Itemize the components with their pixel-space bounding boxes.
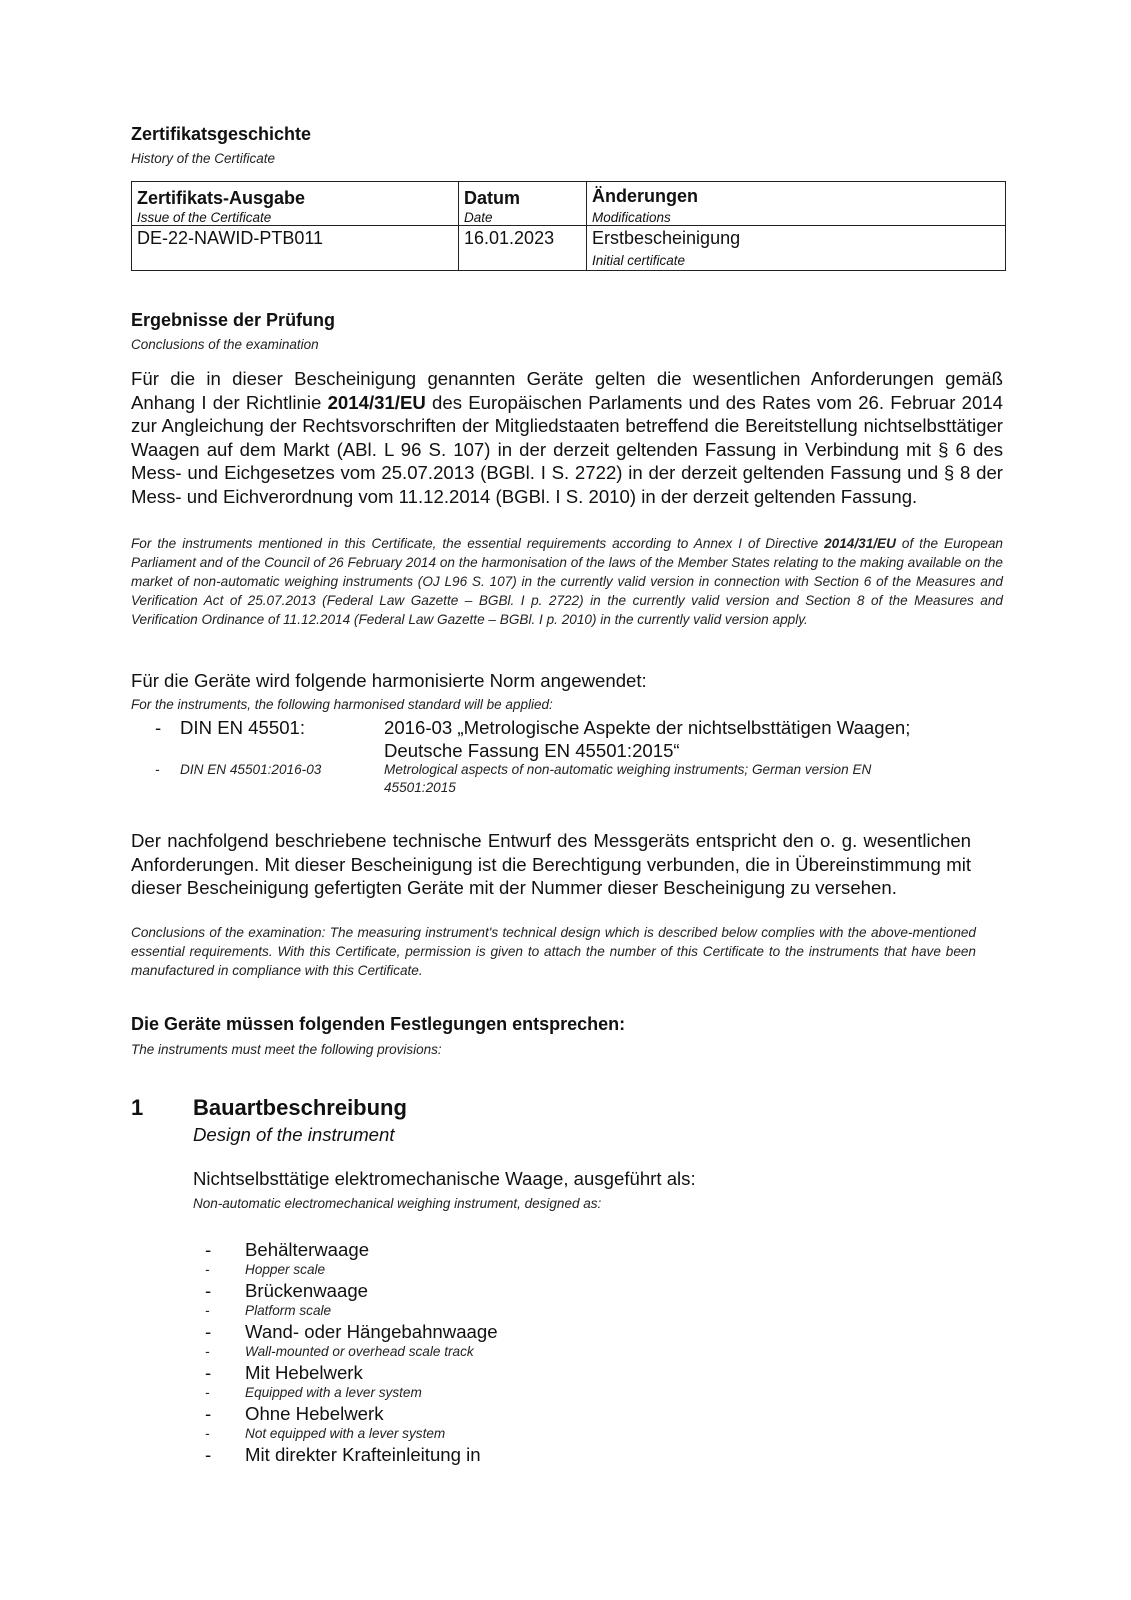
cell-date: 16.01.2023 — [464, 228, 555, 248]
list-item-label: Brückenwaage — [245, 1280, 369, 1301]
history-subtitle: History of the Certificate — [131, 151, 276, 166]
design-compliance-en: Conclusions of the examination: The measuring instrument's technical design which is described below complies with the above-mentioned essential requirements. With this Certificate, permission is given to attach the number of this Certificate to the instruments that have been manufactured in compliance with this Certificate. — [131, 925, 976, 978]
cell-modification-en: Initial certificate — [592, 253, 686, 268]
results-paragraph-de — [131, 367, 1003, 509]
header-modifications: Änderungen — [592, 186, 698, 206]
results-subtitle: Conclusions of the examination — [131, 337, 319, 352]
header-date-en: Date — [464, 210, 493, 225]
std-en-line2: 45501:2015 — [384, 780, 456, 795]
list-dash: - — [205, 1362, 212, 1383]
cell-modification: Erstbescheinigung — [592, 228, 741, 248]
list-item-label: Behälterwaage — [245, 1239, 370, 1260]
history-title: Zertifikatsgeschichte — [131, 124, 312, 144]
section-subtitle: Design of the instrument — [193, 1124, 395, 1145]
header-date: Datum — [464, 188, 521, 208]
results-title: Ergebnisse der Prüfung — [131, 310, 336, 330]
list-item-label: Mit direkter Krafteinleitung in — [245, 1444, 481, 1465]
std-en-line1: Metrological aspects of non-automatic weighing instruments; German version EN — [384, 762, 872, 777]
provisions-subtitle: The instruments must meet the following provisions: — [131, 1042, 442, 1057]
std-title-line1: 2016-03 „Metrologische Aspekte der nichtselbsttätigen Waagen; — [384, 717, 911, 738]
list-dash: - — [205, 1426, 210, 1441]
provisions-title: Die Geräte müssen folgenden Festlegungen entsprechen: — [131, 1014, 626, 1034]
norm-heading-en: For the instruments, the following harmonised standard will be applied: — [131, 697, 553, 712]
history-table — [131, 181, 1006, 271]
results-paragraph-en-part2: of the European Parliament and of the Council of 26 February 2014 on the harmonisation of the laws of the Member States relating to the making available on the market of non-automatic weighing instruments (OJ L96 S. 107) in the currently valid version in connection with Section 6 of the Measures and Verification Act of 25.07.2013 (Federal Law Gazette – BGBl. I p. 2722) in the currently valid version and Section 8 of the Measures and Verification Ordinance of 11.12.2014 (Federal Law Gazette – BGBl. I p. 2010) in the currently valid version apply. — [131, 536, 1003, 627]
results-paragraph-de-part2: des Europäischen Parlaments und des Rates vom 26. Februar 2014 zur Angleichung der Rechtsvorschriften der Mitgliedstaaten betreffend die Bereitstellung nichtselbsttätiger Waagen auf dem Markt (ABl. L 96 S. 107) in der derzeit geltenden Fassung in Verbindung mit § 6 des Mess- und Eichgesetzes vom 25.07.2013 (BGBl. I S. 2722) in der derzeit geltenden Fassung und § 8 der Mess- und Eichverordnung vom 11.12.2014 (BGBl. I S. 2010) in der derzeit geltenden Fassung. — [131, 391, 1004, 507]
list-dash: - — [205, 1303, 210, 1318]
list-item-label: Wand- oder Hängebahnwaage — [245, 1321, 498, 1342]
list-dash: - — [205, 1403, 212, 1424]
section-number: 1 — [131, 1095, 144, 1120]
std-en-label: DIN EN 45501:2016-03 — [180, 762, 322, 777]
list-item-label-en: Wall-mounted or overhead scale track — [245, 1344, 474, 1359]
history-table-header — [132, 182, 1006, 211]
cell-issue: DE-22-NAWID-PTB011 — [137, 228, 324, 248]
std-dash: - — [155, 717, 162, 738]
std-en-dash: - — [155, 762, 160, 777]
design-intro-en: Non-automatic electromechanical weighing instrument, designed as: — [193, 1196, 602, 1211]
section-title: Bauartbeschreibung — [193, 1095, 407, 1120]
std-title-line2: Deutsche Fassung EN 45501:2015“ — [384, 740, 680, 761]
results-paragraph-en-part1: For the instruments mentioned in this Certificate, the essential requirements according to Annex I of Directive — [131, 536, 825, 551]
table-row — [132, 226, 1006, 271]
list-item-label-en: Not equipped with a lever system — [245, 1426, 446, 1441]
list-item-label-en: Platform scale — [245, 1303, 332, 1318]
history-table-header-en — [132, 210, 1006, 226]
list-dash: - — [205, 1344, 210, 1359]
header-issue: Zertifikats-Ausgabe — [137, 188, 306, 208]
list-item-label: Ohne Hebelwerk — [245, 1403, 384, 1424]
list-dash: - — [205, 1385, 210, 1400]
norm-heading: Für die Geräte wird folgende harmonisierte Norm angewendet: — [131, 670, 647, 691]
list-item-label-en: Equipped with a lever system — [245, 1385, 422, 1400]
directive-number: 2014/31/EU — [327, 391, 426, 413]
list-dash: - — [205, 1239, 212, 1260]
list-item-label: Mit Hebelwerk — [245, 1362, 363, 1383]
design-intro: Nichtselbsttätige elektromechanische Waage, ausgeführt als: — [193, 1168, 696, 1189]
std-label: DIN EN 45501: — [180, 717, 306, 738]
results-paragraph-de-part1: Für die in dieser Bescheinigung genannten Geräte gelten die wesentlichen Anforderungen gemäß Anhang I der Richtlinie — [131, 368, 1003, 413]
directive-number-en: 2014/31/EU — [824, 536, 896, 551]
header-modifications-en: Modifications — [592, 210, 671, 225]
list-dash: - — [205, 1280, 212, 1301]
header-issue-en: Issue of the Certificate — [137, 210, 272, 225]
design-compliance-de: Der nachfolgend beschriebene technische Entwurf des Messgeräts entspricht den o. g. wesentlichen Anforderungen. Mit dieser Bescheinigung ist die Berechtigung verbunden, die in Übereinstimmung mit dieser Bescheinigung gefertigten Geräte mit der Nummer dieser Bescheinigung zu versehen. — [131, 830, 971, 899]
list-dash: - — [205, 1262, 210, 1277]
list-dash: - — [205, 1444, 212, 1465]
list-item-label-en: Hopper scale — [245, 1262, 326, 1277]
results-paragraph-en — [131, 534, 1003, 629]
list-dash: - — [205, 1321, 212, 1342]
